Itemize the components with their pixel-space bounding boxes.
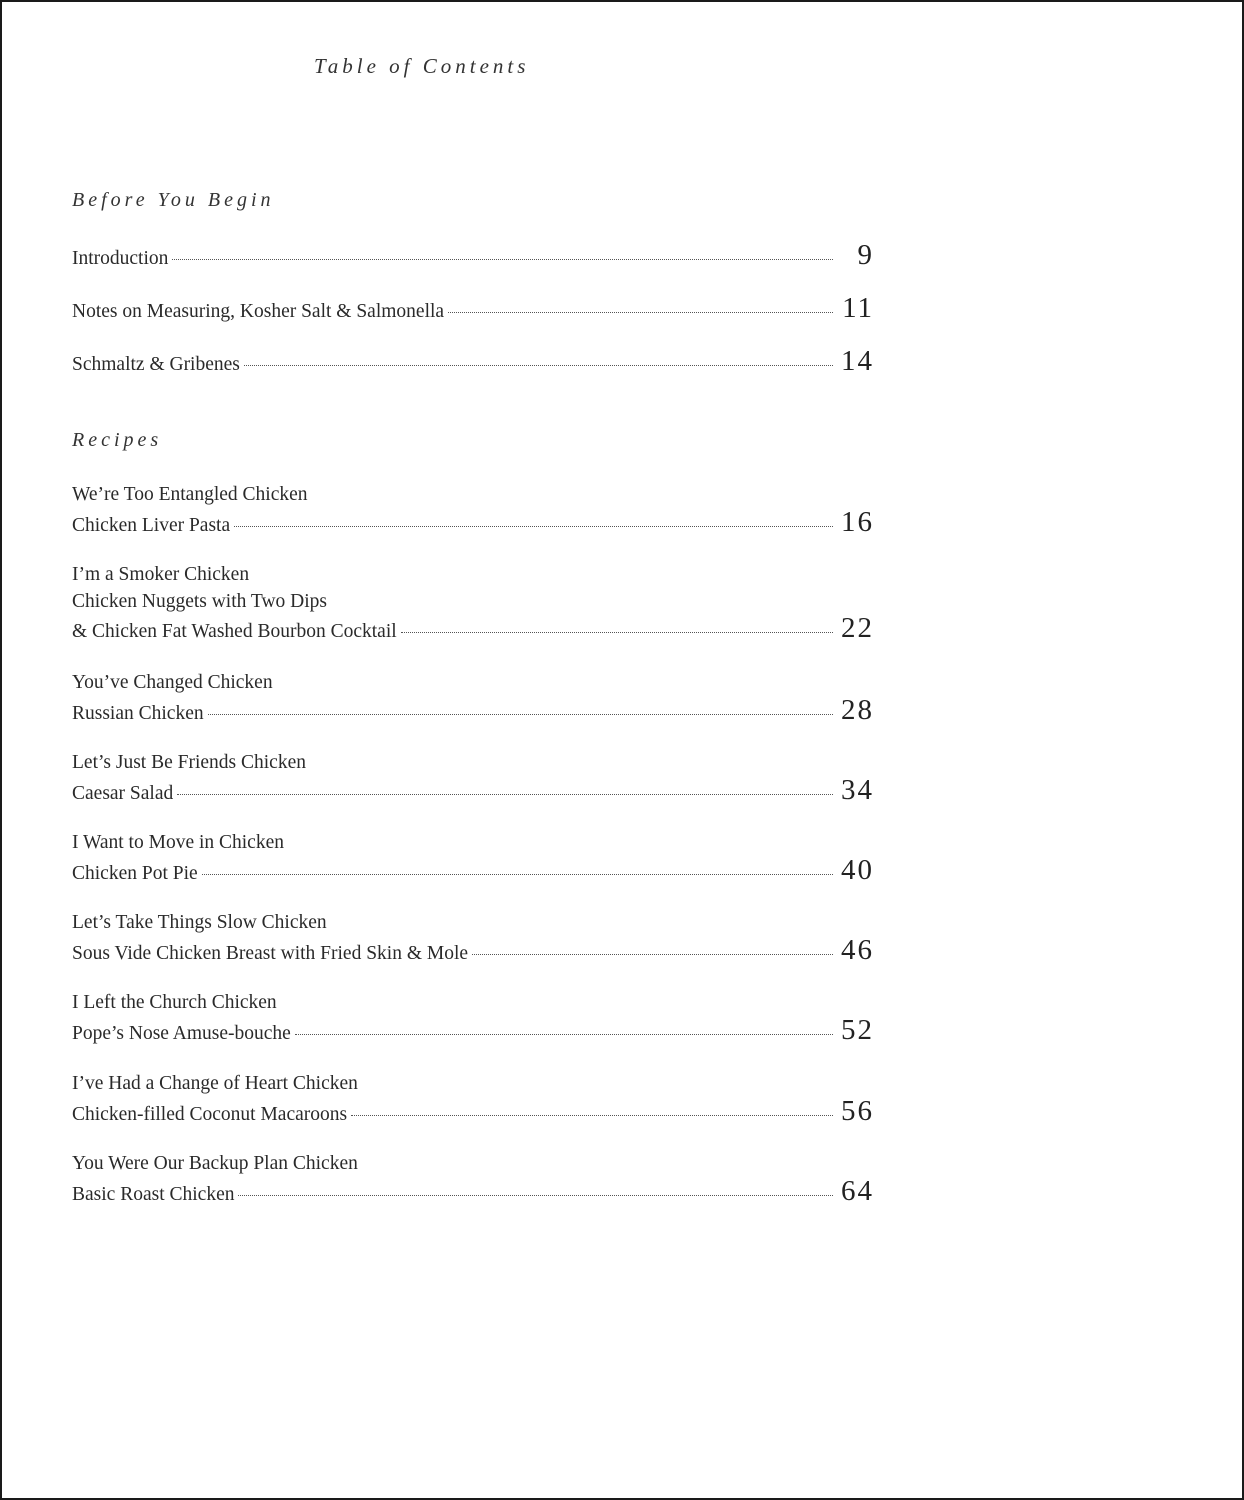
- page-number: 9: [857, 239, 874, 271]
- page-number: 11: [842, 292, 874, 324]
- entry-title: Chicken Pot Pie: [72, 862, 198, 884]
- page-number: 64: [841, 1174, 874, 1207]
- toc-entry[interactable]: [72, 562, 874, 645]
- entry-title: & Chicken Fat Washed Bourbon Cocktail: [72, 621, 397, 643]
- page-number: 22: [841, 612, 874, 645]
- toc-entry[interactable]: [72, 1151, 874, 1207]
- entry-title: Introduction: [72, 248, 169, 269]
- entry-subtitle: I Want to Move in Chicken: [72, 832, 284, 853]
- dot-leader: [244, 365, 833, 366]
- entry-title: Sous Vide Chicken Breast with Fried Skin & Mole: [72, 942, 469, 964]
- toc-entry[interactable]: [72, 239, 874, 271]
- page-number: 46: [841, 933, 874, 966]
- section-heading-before-you-begin: Before You Begin: [72, 189, 275, 211]
- dot-leader: [472, 954, 833, 955]
- dot-leader: [238, 1195, 833, 1196]
- entry-title: Chicken Liver Pasta: [72, 514, 231, 536]
- page-number: 16: [841, 505, 874, 538]
- page-number: 28: [841, 693, 874, 726]
- page-number: 14: [841, 345, 874, 377]
- dot-leader: [177, 794, 833, 795]
- section-heading-recipes: Recipes: [72, 429, 163, 451]
- entry-subtitle: You’ve Changed Chicken: [72, 672, 273, 693]
- toc-entry[interactable]: [72, 292, 874, 324]
- entry-title: Notes on Measuring, Kosher Salt & Salmonella: [72, 301, 445, 322]
- dot-leader: [351, 1115, 833, 1116]
- entry-subtitle: Let’s Just Be Friends Chicken: [72, 752, 306, 773]
- dot-leader: [401, 632, 833, 633]
- entry-title: Caesar Salad: [72, 782, 174, 804]
- entry-title: Basic Roast Chicken: [72, 1183, 235, 1205]
- entry-subtitle: Let’s Take Things Slow Chicken: [72, 912, 327, 933]
- dot-leader: [202, 874, 833, 875]
- toc-entry[interactable]: [72, 670, 874, 726]
- toc-entry[interactable]: [72, 830, 874, 886]
- entry-title: Schmaltz & Gribenes: [72, 354, 240, 375]
- page-number: 34: [841, 773, 874, 806]
- toc-entry[interactable]: [72, 482, 874, 538]
- entry-title: Chicken-filled Coconut Macaroons: [72, 1103, 348, 1125]
- toc-entry[interactable]: [72, 1071, 874, 1127]
- toc-entry[interactable]: [72, 750, 874, 806]
- entry-subtitle: I’m a Smoker Chicken: [72, 564, 250, 585]
- page-number: 40: [841, 853, 874, 886]
- page-number: 52: [841, 1013, 874, 1046]
- page-number: 56: [841, 1094, 874, 1127]
- dot-leader: [208, 714, 833, 715]
- entry-subtitle: I’ve Had a Change of Heart Chicken: [72, 1073, 358, 1094]
- entry-subtitle: I Left the Church Chicken: [72, 992, 277, 1013]
- toc-entry[interactable]: [72, 345, 874, 377]
- dot-leader: [234, 526, 833, 527]
- toc-entry[interactable]: [72, 990, 874, 1046]
- toc-entry[interactable]: [72, 910, 874, 966]
- dot-leader: [295, 1034, 833, 1035]
- entry-title: Russian Chicken: [72, 702, 204, 724]
- entry-title: Pope’s Nose Amuse-bouche: [72, 1022, 291, 1044]
- entry-subtitle: You Were Our Backup Plan Chicken: [72, 1153, 358, 1174]
- entry-subtitle: We’re Too Entangled Chicken: [72, 484, 308, 505]
- entry-subtitle: Chicken Nuggets with Two Dips: [72, 590, 328, 612]
- dot-leader: [448, 312, 833, 313]
- page-title: Table of Contents: [314, 54, 530, 78]
- dot-leader: [172, 259, 833, 260]
